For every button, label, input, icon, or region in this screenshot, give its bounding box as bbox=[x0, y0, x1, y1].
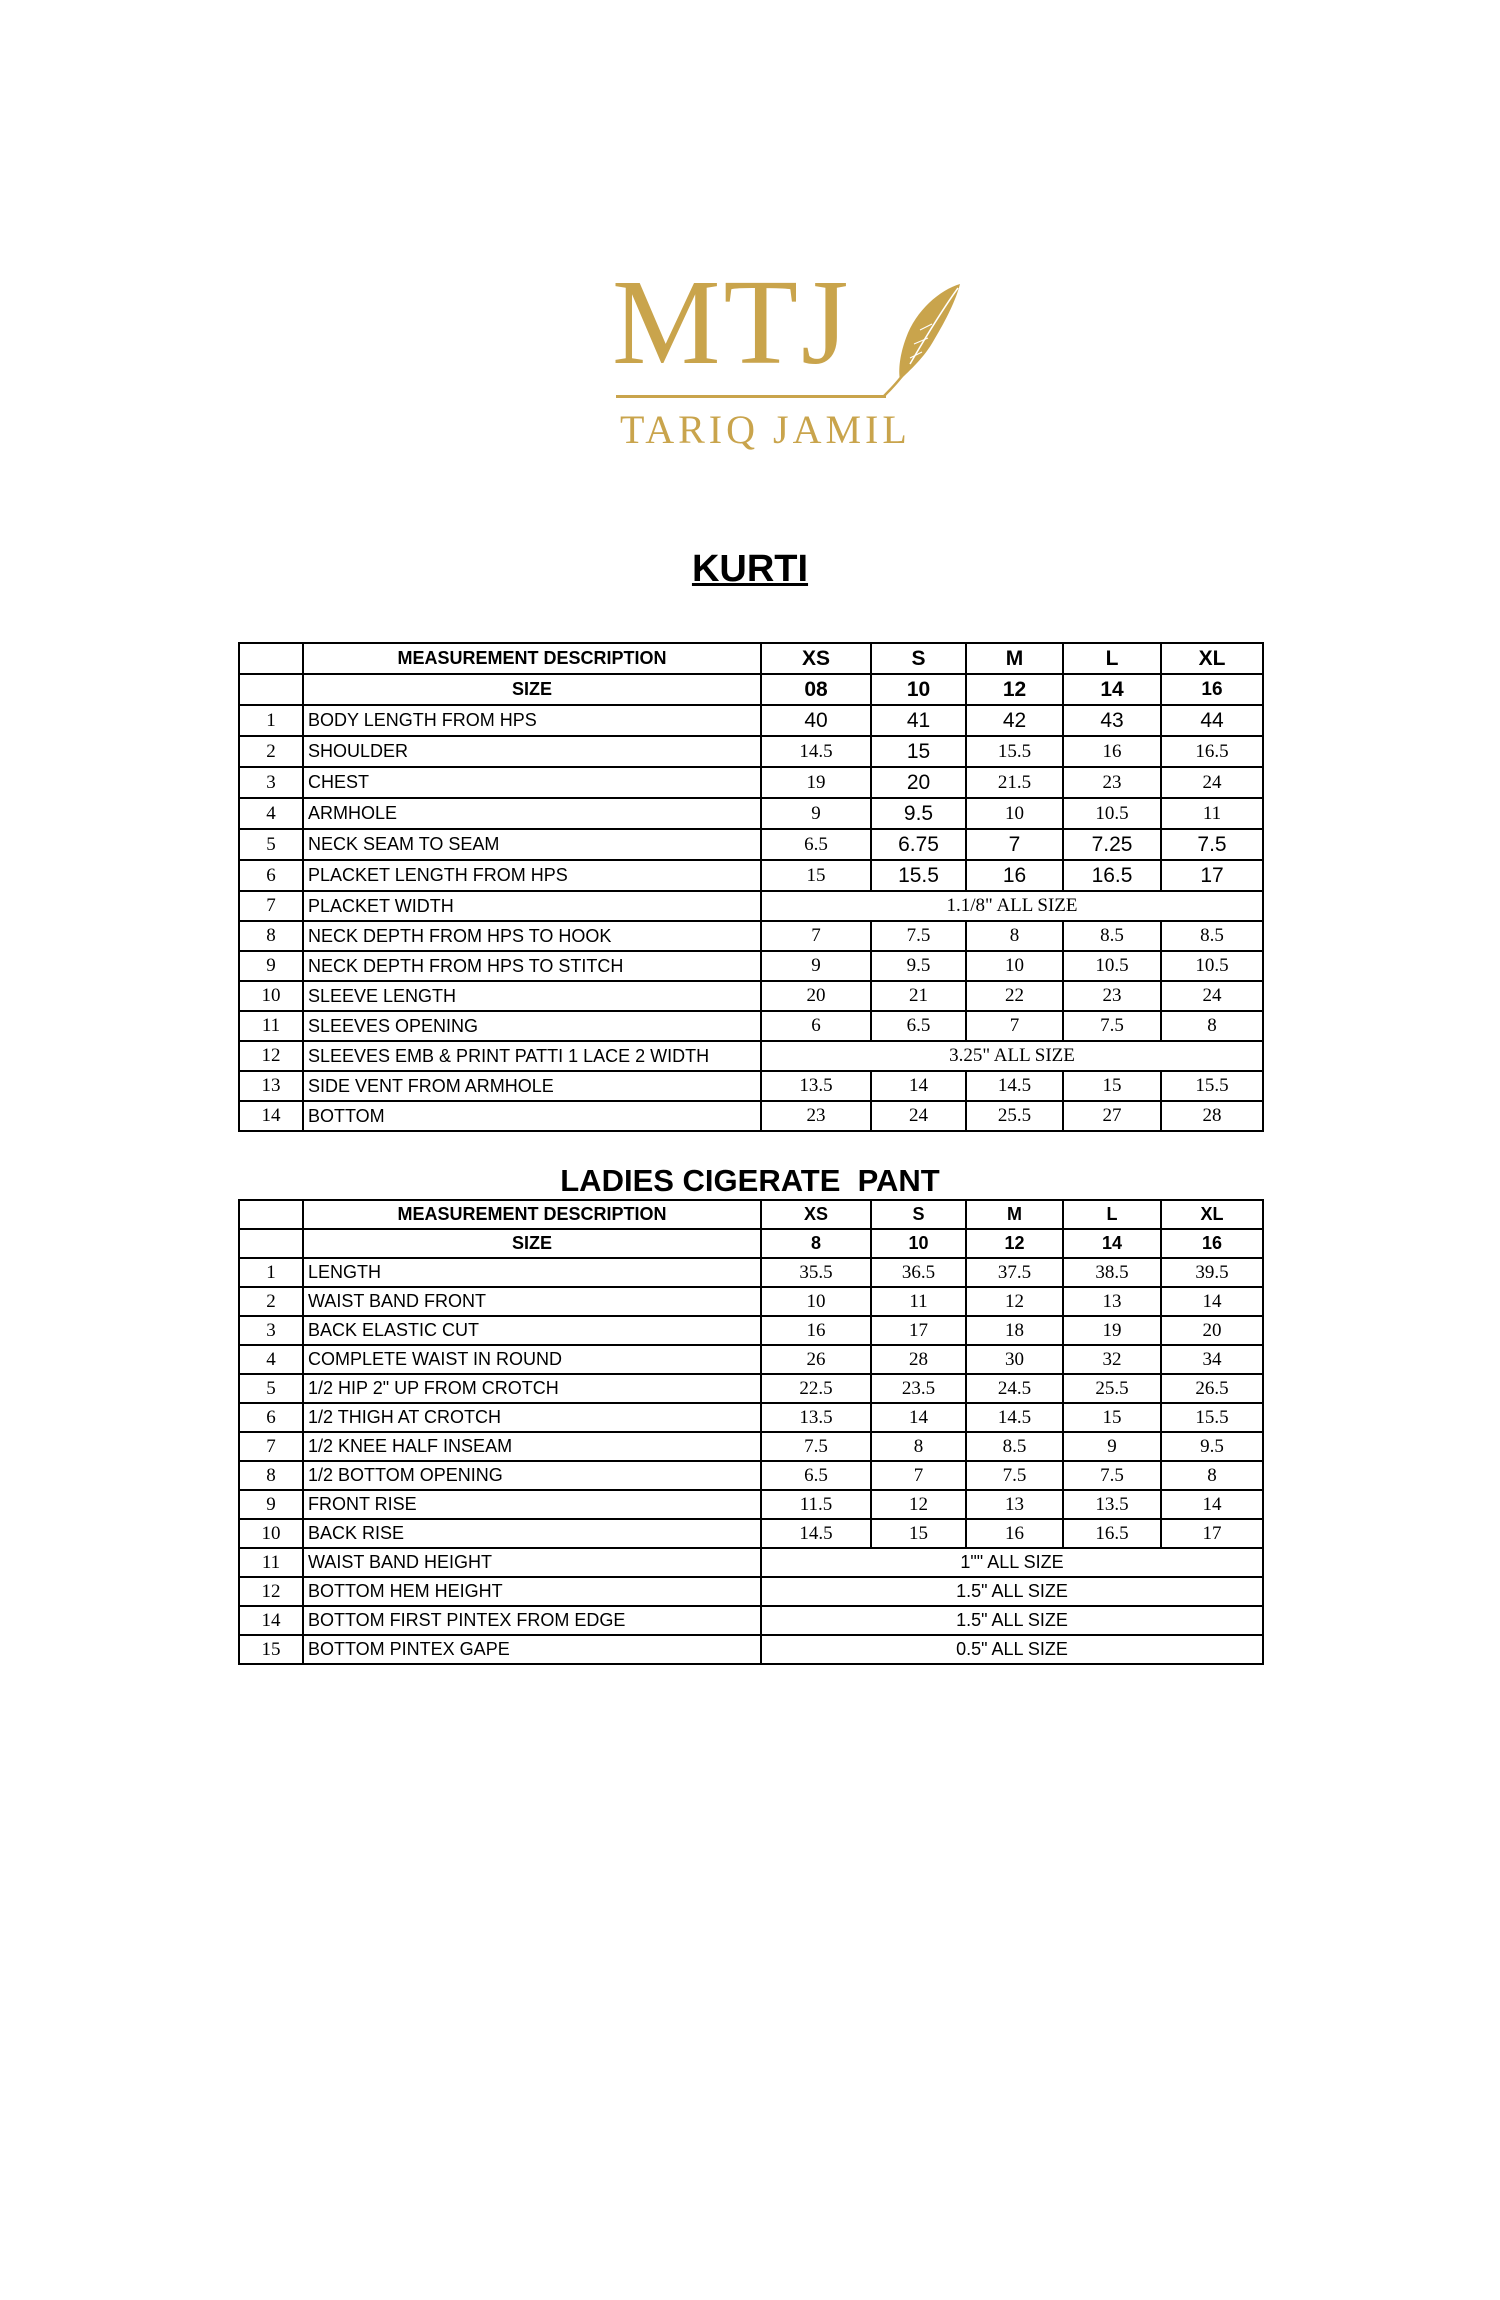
row-number: 12 bbox=[239, 1041, 303, 1071]
size-value: 14 bbox=[1063, 674, 1161, 705]
measurement-value: 15 bbox=[761, 860, 871, 891]
table-row bbox=[239, 951, 1263, 981]
measurement-value: 17 bbox=[871, 1316, 966, 1345]
measurement-value: 41 bbox=[871, 705, 966, 736]
size-value: 8 bbox=[761, 1229, 871, 1258]
measurement-value: 38.5 bbox=[1063, 1258, 1161, 1287]
row-number: 9 bbox=[239, 951, 303, 981]
measurement-value: 14.5 bbox=[761, 1519, 871, 1548]
measurement-value: 15.5 bbox=[966, 736, 1063, 767]
row-number: 6 bbox=[239, 860, 303, 891]
measurement-value: 21 bbox=[871, 981, 966, 1011]
measurement-value: 7.5 bbox=[966, 1461, 1063, 1490]
measurement-value: 13 bbox=[1063, 1287, 1161, 1316]
table-row bbox=[239, 1345, 1263, 1374]
table-row bbox=[239, 1403, 1263, 1432]
row-number: 8 bbox=[239, 921, 303, 951]
measurement-value: 13.5 bbox=[761, 1071, 871, 1101]
row-description: SHOULDER bbox=[303, 736, 761, 767]
row-description: NECK DEPTH FROM HPS TO HOOK bbox=[303, 921, 761, 951]
measurement-value: 22.5 bbox=[761, 1374, 871, 1403]
all-size-value: 1.5" ALL SIZE bbox=[761, 1606, 1263, 1635]
row-description: 1/2 THIGH AT CROTCH bbox=[303, 1403, 761, 1432]
measurement-value: 16 bbox=[761, 1316, 871, 1345]
row-description: ARMHOLE bbox=[303, 798, 761, 829]
table-header-row bbox=[239, 1200, 1263, 1229]
size-value: 10 bbox=[871, 1229, 966, 1258]
measurement-value: 9.5 bbox=[871, 951, 966, 981]
logo-subtext: TARIQ JAMIL bbox=[620, 407, 911, 452]
logo-mtj-text: MTJ bbox=[612, 255, 852, 390]
measurement-value: 40 bbox=[761, 705, 871, 736]
measurement-value: 7.5 bbox=[1063, 1461, 1161, 1490]
size-value: 12 bbox=[966, 1229, 1063, 1258]
header-size-xs: XS bbox=[761, 643, 871, 674]
row-number: 5 bbox=[239, 829, 303, 860]
measurement-value: 10 bbox=[966, 798, 1063, 829]
measurement-value: 28 bbox=[871, 1345, 966, 1374]
table-row bbox=[239, 1635, 1263, 1664]
measurement-value: 42 bbox=[966, 705, 1063, 736]
measurement-value: 14 bbox=[1161, 1490, 1263, 1519]
table-row bbox=[239, 1490, 1263, 1519]
measurement-value: 6.5 bbox=[761, 829, 871, 860]
measurement-value: 14.5 bbox=[966, 1403, 1063, 1432]
table-row bbox=[239, 981, 1263, 1011]
row-description: SIDE VENT FROM ARMHOLE bbox=[303, 1071, 761, 1101]
header-desc-cell: MEASUREMENT DESCRIPTION bbox=[303, 1200, 761, 1229]
row-description: WAIST BAND HEIGHT bbox=[303, 1548, 761, 1577]
measurement-value: 32 bbox=[1063, 1345, 1161, 1374]
all-size-value: 1"" ALL SIZE bbox=[761, 1548, 1263, 1577]
measurement-value: 13.5 bbox=[761, 1403, 871, 1432]
size-value: 14 bbox=[1063, 1229, 1161, 1258]
measurement-value: 15.5 bbox=[1161, 1071, 1263, 1101]
quill-feather-icon bbox=[880, 280, 964, 400]
all-size-value: 3.25" ALL SIZE bbox=[761, 1041, 1263, 1071]
size-value: 08 bbox=[761, 674, 871, 705]
measurement-value: 7.5 bbox=[871, 921, 966, 951]
header-desc-cell: MEASUREMENT DESCRIPTION bbox=[303, 643, 761, 674]
measurement-value: 23 bbox=[1063, 767, 1161, 798]
measurement-value: 20 bbox=[1161, 1316, 1263, 1345]
measurement-value: 11 bbox=[871, 1287, 966, 1316]
measurement-value: 39.5 bbox=[1161, 1258, 1263, 1287]
measurement-value: 8 bbox=[1161, 1461, 1263, 1490]
all-size-value: 1.1/8" ALL SIZE bbox=[761, 891, 1263, 921]
measurement-value: 9.5 bbox=[1161, 1432, 1263, 1461]
measurement-value: 8.5 bbox=[1161, 921, 1263, 951]
size-label: SIZE bbox=[303, 1229, 761, 1258]
size-label: SIZE bbox=[303, 674, 761, 705]
measurement-value: 9 bbox=[761, 798, 871, 829]
header-size-xl: XL bbox=[1161, 643, 1263, 674]
row-number: 13 bbox=[239, 1071, 303, 1101]
measurement-value: 20 bbox=[761, 981, 871, 1011]
row-description: BACK ELASTIC CUT bbox=[303, 1316, 761, 1345]
row-number: 2 bbox=[239, 736, 303, 767]
table-row bbox=[239, 829, 1263, 860]
measurement-value: 35.5 bbox=[761, 1258, 871, 1287]
row-description: COMPLETE WAIST IN ROUND bbox=[303, 1345, 761, 1374]
row-description: BOTTOM HEM HEIGHT bbox=[303, 1577, 761, 1606]
measurement-value: 30 bbox=[966, 1345, 1063, 1374]
measurement-value: 16.5 bbox=[1161, 736, 1263, 767]
all-size-value: 0.5" ALL SIZE bbox=[761, 1635, 1263, 1664]
measurement-value: 23.5 bbox=[871, 1374, 966, 1403]
measurement-value: 10 bbox=[966, 951, 1063, 981]
row-number: 9 bbox=[239, 1490, 303, 1519]
header-size-s: S bbox=[871, 643, 966, 674]
measurement-value: 17 bbox=[1161, 1519, 1263, 1548]
header-size-l: L bbox=[1063, 643, 1161, 674]
row-number: 1 bbox=[239, 705, 303, 736]
measurement-value: 10.5 bbox=[1063, 798, 1161, 829]
measurement-value: 24.5 bbox=[966, 1374, 1063, 1403]
measurement-value: 16 bbox=[1063, 736, 1161, 767]
row-description: NECK DEPTH FROM HPS TO STITCH bbox=[303, 951, 761, 981]
measurement-value: 22 bbox=[966, 981, 1063, 1011]
measurement-value: 7 bbox=[966, 829, 1063, 860]
row-description: LENGTH bbox=[303, 1258, 761, 1287]
measurement-value: 20 bbox=[871, 767, 966, 798]
measurement-value: 11 bbox=[1161, 798, 1263, 829]
row-number: 12 bbox=[239, 1577, 303, 1606]
measurement-value: 7.5 bbox=[1161, 829, 1263, 860]
row-description: SLEEVE LENGTH bbox=[303, 981, 761, 1011]
measurement-value: 7 bbox=[761, 921, 871, 951]
row-description: WAIST BAND FRONT bbox=[303, 1287, 761, 1316]
table-row bbox=[239, 1519, 1263, 1548]
row-number: 3 bbox=[239, 767, 303, 798]
brand-logo bbox=[612, 255, 972, 452]
measurement-value: 27 bbox=[1063, 1101, 1161, 1131]
table-row bbox=[239, 1606, 1263, 1635]
size-value: 16 bbox=[1161, 674, 1263, 705]
row-description: BOTTOM FIRST PINTEX FROM EDGE bbox=[303, 1606, 761, 1635]
measurement-value: 36.5 bbox=[871, 1258, 966, 1287]
size-row bbox=[239, 674, 1263, 705]
measurement-value: 12 bbox=[871, 1490, 966, 1519]
size-no-cell bbox=[239, 1229, 303, 1258]
table-row bbox=[239, 1548, 1263, 1577]
measurement-value: 17 bbox=[1161, 860, 1263, 891]
measurement-value: 7 bbox=[871, 1461, 966, 1490]
table-row bbox=[239, 1461, 1263, 1490]
measurement-value: 10.5 bbox=[1063, 951, 1161, 981]
measurement-value: 16.5 bbox=[1063, 860, 1161, 891]
measurement-value: 9 bbox=[1063, 1432, 1161, 1461]
measurement-value: 15 bbox=[1063, 1071, 1161, 1101]
header-size-s: S bbox=[871, 1200, 966, 1229]
measurement-value: 14.5 bbox=[761, 736, 871, 767]
measurement-value: 14 bbox=[871, 1403, 966, 1432]
row-description: BOTTOM PINTEX GAPE bbox=[303, 1635, 761, 1664]
row-number: 2 bbox=[239, 1287, 303, 1316]
measurement-value: 24 bbox=[871, 1101, 966, 1131]
header-size-xs: XS bbox=[761, 1200, 871, 1229]
all-size-value: 1.5" ALL SIZE bbox=[761, 1577, 1263, 1606]
row-number: 5 bbox=[239, 1374, 303, 1403]
row-description: FRONT RISE bbox=[303, 1490, 761, 1519]
row-description: NECK SEAM TO SEAM bbox=[303, 829, 761, 860]
table-row bbox=[239, 1374, 1263, 1403]
measurement-value: 11.5 bbox=[761, 1490, 871, 1519]
table-row bbox=[239, 705, 1263, 736]
measurement-value: 28 bbox=[1161, 1101, 1263, 1131]
measurement-value: 12 bbox=[966, 1287, 1063, 1316]
row-number: 4 bbox=[239, 798, 303, 829]
pant-title: LADIES CIGERATE PANT bbox=[560, 1163, 940, 1198]
measurement-value: 21.5 bbox=[966, 767, 1063, 798]
measurement-value: 7.25 bbox=[1063, 829, 1161, 860]
measurement-value: 7.5 bbox=[761, 1432, 871, 1461]
header-no-cell bbox=[239, 1200, 303, 1229]
size-row bbox=[239, 1229, 1263, 1258]
header-size-xl: XL bbox=[1161, 1200, 1263, 1229]
row-number: 8 bbox=[239, 1461, 303, 1490]
row-number: 10 bbox=[239, 981, 303, 1011]
table-row bbox=[239, 736, 1263, 767]
size-value: 12 bbox=[966, 674, 1063, 705]
measurement-value: 9 bbox=[761, 951, 871, 981]
row-description: SLEEVES EMB & PRINT PATTI 1 LACE 2 WIDTH bbox=[303, 1041, 761, 1071]
row-number: 7 bbox=[239, 1432, 303, 1461]
row-number: 14 bbox=[239, 1606, 303, 1635]
table-row bbox=[239, 860, 1263, 891]
row-description: BOTTOM bbox=[303, 1101, 761, 1131]
kurti-title: KURTI bbox=[691, 548, 809, 590]
logo-divider bbox=[616, 395, 886, 398]
table-row bbox=[239, 1432, 1263, 1461]
measurement-value: 37.5 bbox=[966, 1258, 1063, 1287]
row-number: 4 bbox=[239, 1345, 303, 1374]
measurement-value: 16.5 bbox=[1063, 1519, 1161, 1548]
measurement-value: 19 bbox=[761, 767, 871, 798]
measurement-value: 23 bbox=[1063, 981, 1161, 1011]
measurement-value: 13.5 bbox=[1063, 1490, 1161, 1519]
row-description: CHEST bbox=[303, 767, 761, 798]
measurement-value: 8.5 bbox=[966, 1432, 1063, 1461]
measurement-value: 13 bbox=[966, 1490, 1063, 1519]
header-size-l: L bbox=[1063, 1200, 1161, 1229]
measurement-value: 7 bbox=[966, 1011, 1063, 1041]
table-row bbox=[239, 767, 1263, 798]
measurement-value: 9.5 bbox=[871, 798, 966, 829]
measurement-value: 23 bbox=[761, 1101, 871, 1131]
measurement-value: 10 bbox=[761, 1287, 871, 1316]
measurement-value: 14.5 bbox=[966, 1071, 1063, 1101]
table-row bbox=[239, 1287, 1263, 1316]
kurti-size-table bbox=[238, 642, 1264, 1132]
row-number: 6 bbox=[239, 1403, 303, 1432]
table-row bbox=[239, 921, 1263, 951]
measurement-value: 44 bbox=[1161, 705, 1263, 736]
table-row bbox=[239, 1577, 1263, 1606]
measurement-value: 15.5 bbox=[1161, 1403, 1263, 1432]
measurement-value: 24 bbox=[1161, 981, 1263, 1011]
row-description: 1/2 KNEE HALF INSEAM bbox=[303, 1432, 761, 1461]
size-no-cell bbox=[239, 674, 303, 705]
row-description: BACK RISE bbox=[303, 1519, 761, 1548]
measurement-value: 8.5 bbox=[1063, 921, 1161, 951]
measurement-value: 26.5 bbox=[1161, 1374, 1263, 1403]
size-value: 10 bbox=[871, 674, 966, 705]
row-number: 3 bbox=[239, 1316, 303, 1345]
measurement-value: 16 bbox=[966, 1519, 1063, 1548]
measurement-value: 15 bbox=[871, 1519, 966, 1548]
row-description: 1/2 HIP 2" UP FROM CROTCH bbox=[303, 1374, 761, 1403]
measurement-value: 14 bbox=[871, 1071, 966, 1101]
row-number: 1 bbox=[239, 1258, 303, 1287]
measurement-value: 10.5 bbox=[1161, 951, 1263, 981]
measurement-value: 19 bbox=[1063, 1316, 1161, 1345]
table-row bbox=[239, 1041, 1263, 1071]
row-description: PLACKET LENGTH FROM HPS bbox=[303, 860, 761, 891]
table-row bbox=[239, 798, 1263, 829]
measurement-value: 6.5 bbox=[761, 1461, 871, 1490]
measurement-value: 8 bbox=[966, 921, 1063, 951]
table-row bbox=[239, 1011, 1263, 1041]
table-header-row bbox=[239, 643, 1263, 674]
measurement-value: 15 bbox=[1063, 1403, 1161, 1432]
measurement-value: 8 bbox=[1161, 1011, 1263, 1041]
measurement-value: 6 bbox=[761, 1011, 871, 1041]
table-row bbox=[239, 1316, 1263, 1345]
header-no-cell bbox=[239, 643, 303, 674]
table-row bbox=[239, 1071, 1263, 1101]
measurement-value: 6.5 bbox=[871, 1011, 966, 1041]
measurement-value: 15 bbox=[871, 736, 966, 767]
row-number: 14 bbox=[239, 1101, 303, 1131]
measurement-value: 25.5 bbox=[966, 1101, 1063, 1131]
measurement-value: 25.5 bbox=[1063, 1374, 1161, 1403]
size-value: 16 bbox=[1161, 1229, 1263, 1258]
row-description: 1/2 BOTTOM OPENING bbox=[303, 1461, 761, 1490]
row-number: 7 bbox=[239, 891, 303, 921]
measurement-value: 6.75 bbox=[871, 829, 966, 860]
measurement-value: 15.5 bbox=[871, 860, 966, 891]
measurement-value: 14 bbox=[1161, 1287, 1263, 1316]
measurement-value: 34 bbox=[1161, 1345, 1263, 1374]
row-number: 15 bbox=[239, 1635, 303, 1664]
row-number: 11 bbox=[239, 1548, 303, 1577]
table-row bbox=[239, 891, 1263, 921]
table-row bbox=[239, 1101, 1263, 1131]
header-size-m: M bbox=[966, 1200, 1063, 1229]
header-size-m: M bbox=[966, 643, 1063, 674]
measurement-value: 16 bbox=[966, 860, 1063, 891]
measurement-value: 26 bbox=[761, 1345, 871, 1374]
row-number: 10 bbox=[239, 1519, 303, 1548]
measurement-value: 43 bbox=[1063, 705, 1161, 736]
row-description: SLEEVES OPENING bbox=[303, 1011, 761, 1041]
measurement-value: 18 bbox=[966, 1316, 1063, 1345]
row-description: PLACKET WIDTH bbox=[303, 891, 761, 921]
measurement-value: 7.5 bbox=[1063, 1011, 1161, 1041]
row-number: 11 bbox=[239, 1011, 303, 1041]
table-row bbox=[239, 1258, 1263, 1287]
measurement-value: 24 bbox=[1161, 767, 1263, 798]
row-description: BODY LENGTH FROM HPS bbox=[303, 705, 761, 736]
measurement-value: 8 bbox=[871, 1432, 966, 1461]
pant-size-table bbox=[238, 1199, 1264, 1665]
